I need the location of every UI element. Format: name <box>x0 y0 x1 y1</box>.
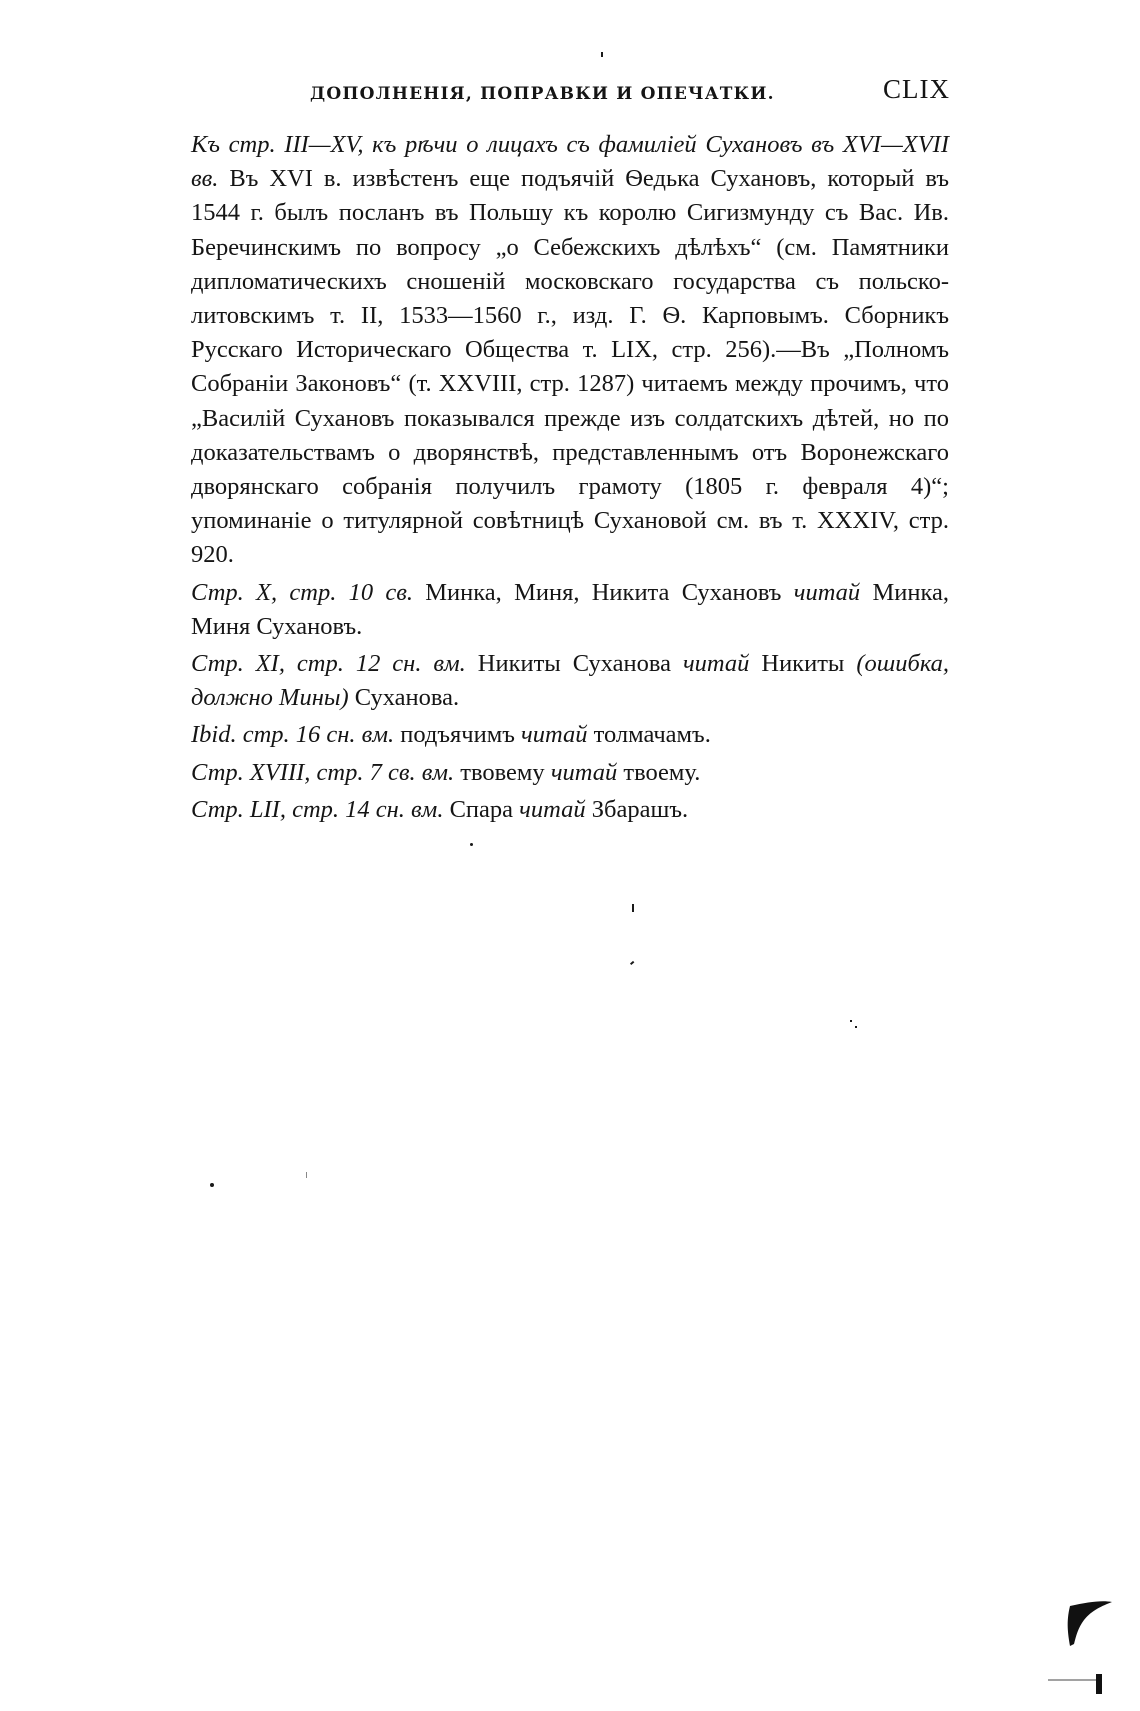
entry-reference: Ibid. стр. 16 сн. вм. <box>191 721 395 749</box>
errata-entry-5 <box>191 756 949 790</box>
entry-read-marker: читай <box>521 721 588 749</box>
entry-wrong-text: твовему <box>460 758 545 786</box>
entry-reference: Стр. XVIII, стр. 7 св. вм. <box>191 758 455 786</box>
entry-wrong-text: Никиты Суханова <box>477 650 671 678</box>
entry-correct-text: Збарашъ. <box>591 795 689 823</box>
entry-reference: Стр. X, стр. 10 св. <box>191 578 413 606</box>
entry-read-marker: читай <box>550 758 618 786</box>
errata-entry-1 <box>191 128 949 573</box>
entry-reference: Стр. XI, стр. 12 сн. вм. <box>191 650 466 678</box>
entry-body: Въ XVI в. извѣстенъ еще подъячій Ѳедька Сухановъ, который въ 1544 г. былъ посланъ въ Польшу къ королю Сигизмунду съ Вас. Ив. Беречинскимъ по вопросу „о Себежскихъ дѣлѣхъ“ (см. Памятники дипломатическихъ сношеній московскаго государства съ польско-литовскимъ т. II, 1533—1560 г., изд. Г. Ѳ. Карповымъ. Сборникъ Русскаго Историческаго Общества т. LIX, стр. 256).—Въ „Полномъ Собраніи Законовъ“ (т. XXVIII, стр. 1287) читаемъ между прочимъ, что „Василій Сухановъ показывался прежде изъ солдатскихъ дѣтей, но по доказательствамъ о дворянствѣ, представленнымъ отъ Воронежскаго дворянскаго собранія получилъ грамоту (1805 г. февраля 4)“; упоминаніе о титулярной совѣтницѣ Сухановой см. въ т. XXXIV, стр. 920. <box>191 165 949 569</box>
entry-read-marker: читай <box>682 650 750 678</box>
scan-speck <box>632 904 634 912</box>
running-head <box>310 74 950 114</box>
scan-speck <box>630 961 634 965</box>
entry-wrong-text: Минка, Миня, Никита Сухановъ <box>425 578 782 606</box>
errata-entry-3 <box>191 647 949 715</box>
page-number: CLIX <box>883 74 950 104</box>
scan-speck <box>601 52 603 57</box>
scan-speck <box>470 843 473 846</box>
entry-correct-text: Никиты <box>761 650 845 678</box>
entry-wrong-text: подъячимъ <box>400 721 515 749</box>
entry-read-marker: читай <box>793 578 861 606</box>
errata-entry-6 <box>191 793 949 827</box>
entry-tail: Суханова. <box>354 684 460 712</box>
scan-speck <box>210 1183 214 1187</box>
errata-entry-2 <box>191 576 949 644</box>
scan-speck <box>855 1026 857 1028</box>
entry-reference: Стр. LII, стр. 14 сн. вм. <box>191 795 444 823</box>
entry-read-marker: читай <box>519 795 586 823</box>
entry-wrong-text: Спара <box>449 795 514 823</box>
errata-entry-4 <box>191 718 949 752</box>
scan-speck <box>306 1172 307 1178</box>
entry-correct-text: Минка, Миня Сухановъ. <box>191 578 949 640</box>
running-title: ДОПОЛНЕНІЯ, ПОПРАВКИ И ОПЕЧАТКИ. <box>310 84 775 104</box>
entry-reference: Къ стр. III—XV, къ рѣчи о лицахъ съ фамиліей Сухановъ въ XVI—XVII вв. <box>191 131 949 193</box>
errata-text <box>191 128 949 830</box>
entry-correct-text: твоему. <box>623 758 701 786</box>
scan-speck <box>850 1020 852 1022</box>
binding-edge-mark <box>1040 1600 1120 1700</box>
entry-correct-text: толмачамъ. <box>593 721 711 749</box>
entry-note: (ошибка, должно Мины) <box>191 650 950 712</box>
